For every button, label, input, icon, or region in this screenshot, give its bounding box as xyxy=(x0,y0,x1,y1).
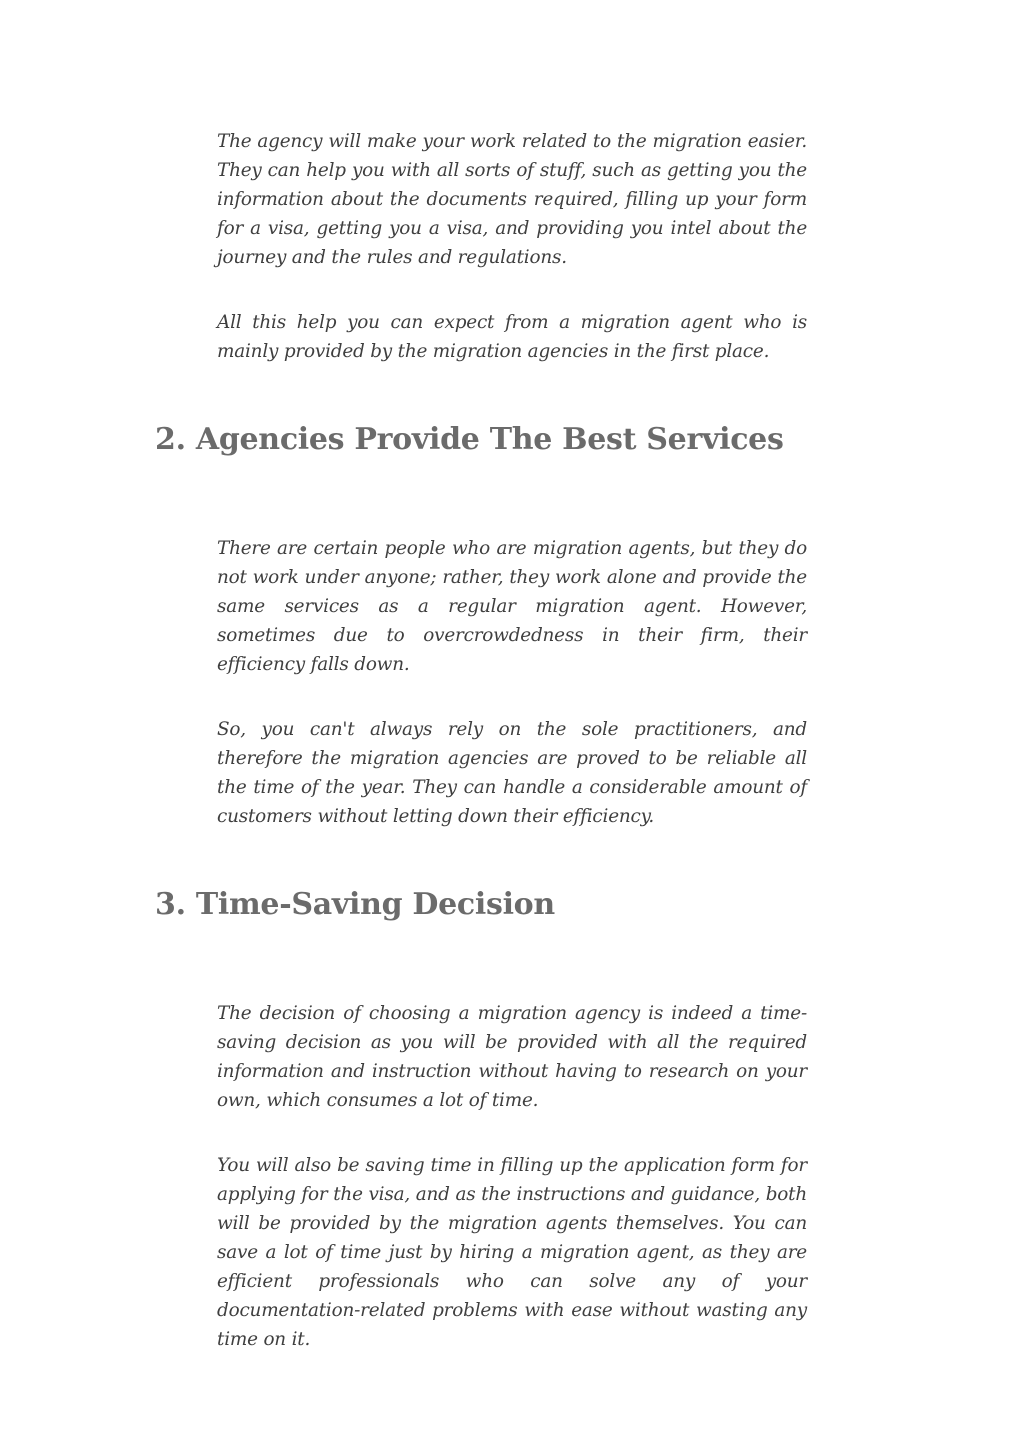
body-paragraph: There are certain people who are migration agents, but they do not work under anyone; rather, they work alone and provide the same services as a regular migration agent. However, sometimes due to overcrowdedness in their firm, their efficiency falls down. xyxy=(217,538,807,675)
body-paragraph: The agency will make your work related to the migration easier. They can help you with all sorts of stuff, such as getting you the information about the documents required, filling up your form for a visa, getting you a visa, and providing you intel about the journey and the rules and regulations. xyxy=(217,131,807,268)
body-paragraph: The decision of choosing a migration agency is indeed a time-saving decision as you will be provided with all the required information and instruction without having to research on your own, which consumes a lot of time. xyxy=(217,1003,807,1111)
body-paragraph: All this help you can expect from a migration agent who is mainly provided by the migration agencies in the first place. xyxy=(217,312,807,362)
body-paragraph: You will also be saving time in filling up the application form for applying for the visa, and as the instructions and guidance, both will be provided by the migration agents themselves. You can save a lot of time just by hiring a migration agent, as they are efficient professionals who can solve any of your documentation-related problems with ease without wasting any time on it. xyxy=(217,1155,807,1350)
section-heading: 3. Time-Saving Decision xyxy=(155,887,555,922)
section-heading: 2. Agencies Provide The Best Services xyxy=(155,422,784,457)
body-paragraph: So, you can't always rely on the sole practitioners, and therefore the migration agencies are proved to be reliable all the time of the year. They can handle a considerable amount of customers without letting down their efficiency. xyxy=(217,719,807,827)
